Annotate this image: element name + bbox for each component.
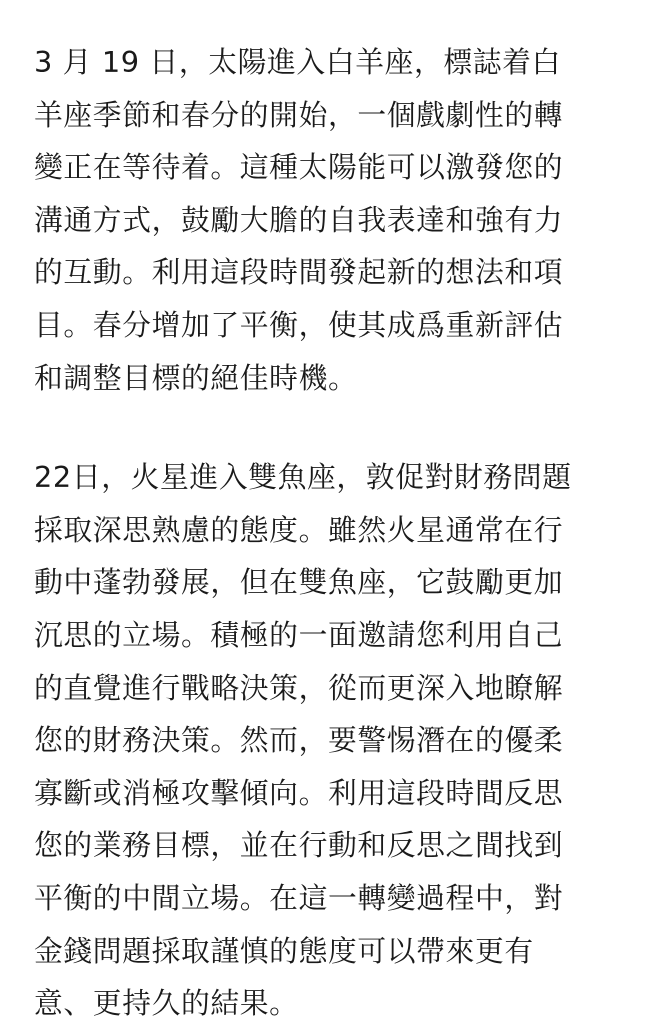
- text-line: 溝通方式，鼓勵大膽的自我表達和強有力: [34, 202, 564, 237]
- article-body: [34, 36, 626, 1030]
- paragraph-sun-aries: [34, 36, 626, 404]
- paragraph-mars-pisces: [34, 451, 626, 1030]
- text-line: 寡斷或消極攻擊傾向。利用這段時間反思: [34, 775, 564, 810]
- text-line: 動中蓬勃發展，但在雙魚座，它鼓勵更加: [34, 565, 564, 600]
- text-line: 金錢問題採取謹慎的態度可以帶來更有: [34, 933, 534, 968]
- text-line: 平衡的中間立場。在這一轉變過程中，對: [34, 880, 564, 915]
- text-line: 22日，火星進入雙魚座，敦促對財務問題: [34, 460, 572, 495]
- text-line: 和調整目標的絕佳時機。: [34, 360, 358, 395]
- text-line: 您的業務目標，並在行動和反思之間找到: [34, 828, 564, 863]
- text-line: 的互動。利用這段時間發起新的想法和項: [34, 255, 564, 290]
- paragraph-spacer: [34, 404, 626, 451]
- text-line: 變正在等待着。這種太陽能可以激發您的: [34, 150, 564, 185]
- text-line: 羊座季節和春分的開始，一個戲劇性的轉: [34, 97, 564, 132]
- text-line: 3 月 19 日，太陽進入白羊座，標誌着白: [34, 45, 561, 79]
- text-line: 的直覺進行戰略決策，從而更深入地瞭解: [34, 670, 564, 705]
- text-line: 您的財務決策。然而，要警惕潛在的優柔: [34, 723, 564, 758]
- text-line: 沉思的立場。積極的一面邀請您利用自己: [34, 617, 564, 652]
- text-line: 目。春分增加了平衡，使其成爲重新評估: [34, 307, 564, 342]
- text-line: 採取深思熟慮的態度。雖然火星通常在行: [34, 512, 564, 547]
- text-line: 意、更持久的結果。: [34, 986, 299, 1021]
